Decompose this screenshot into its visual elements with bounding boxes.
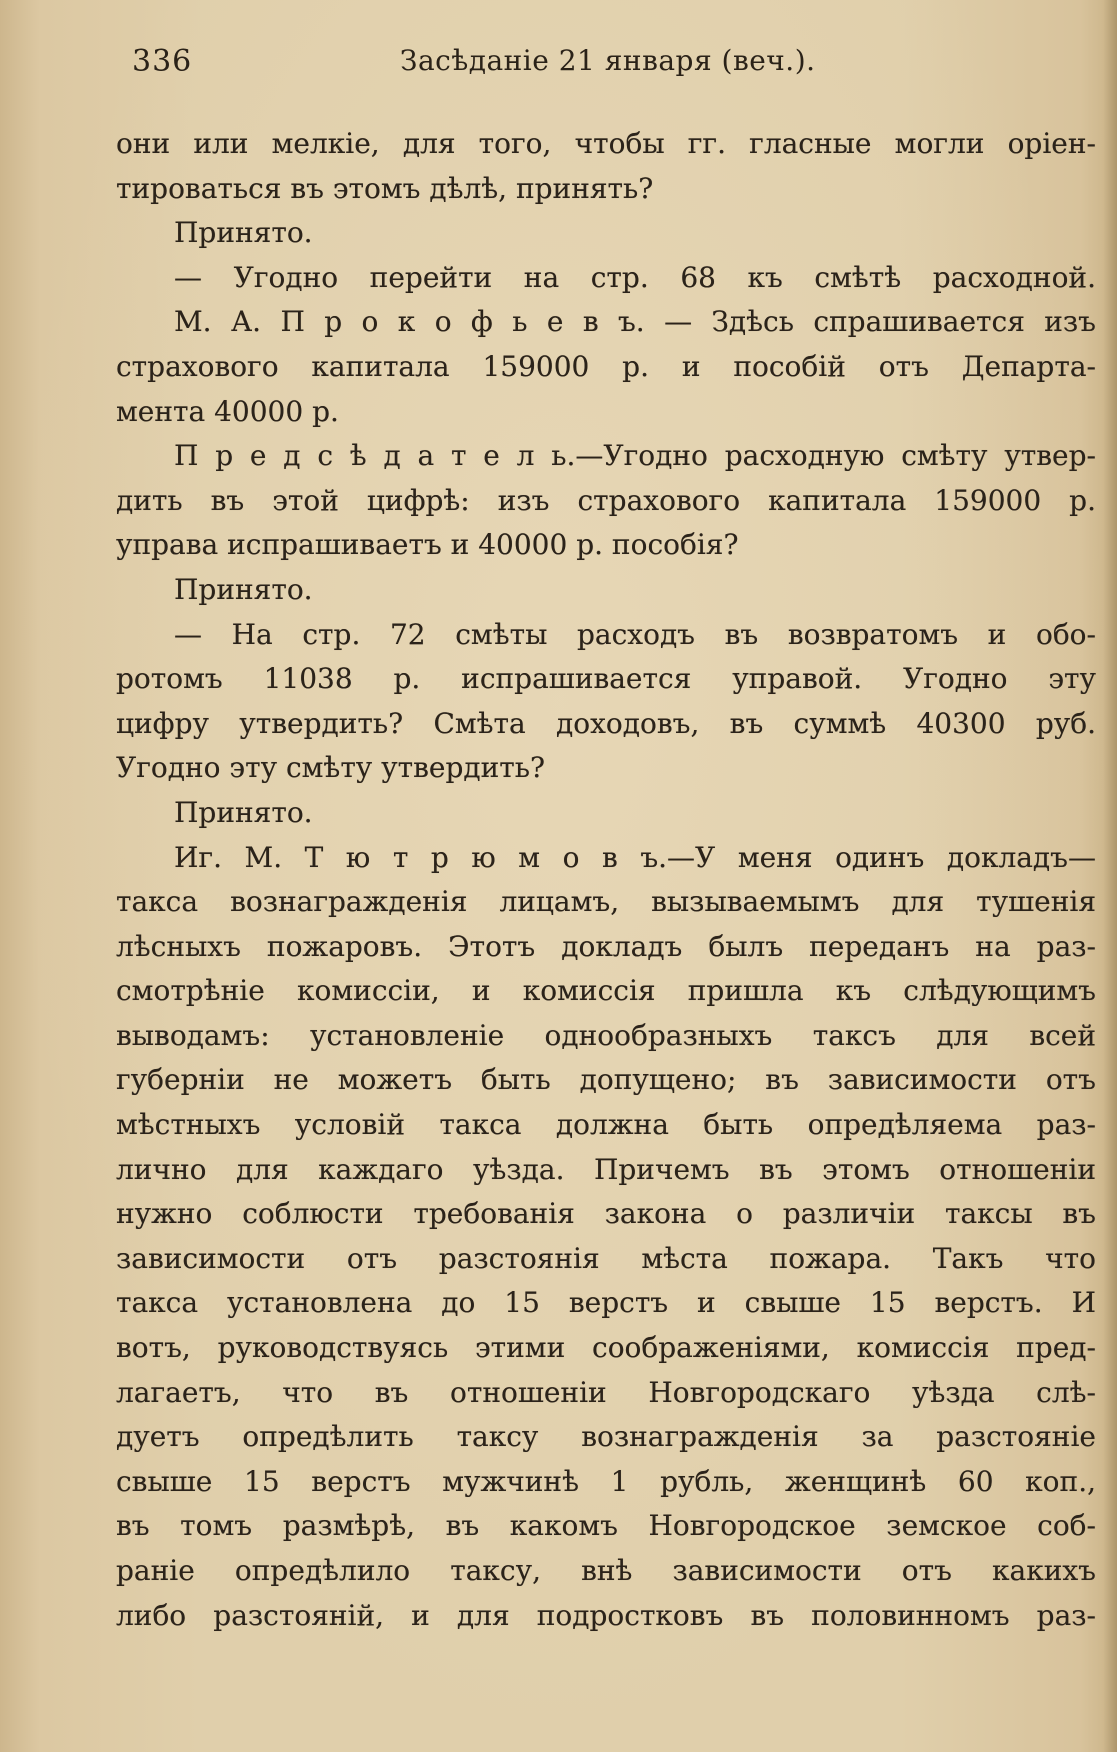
text-line: губерніи не можетъ быть допущено; въ зависимости отъ (116, 1063, 1096, 1097)
text-line: тироваться въ этомъ дѣлѣ, принять? (116, 171, 654, 205)
text-line: страхового капитала 159000 р. и пособій отъ Департа- (116, 349, 1096, 383)
text-line: дить въ этой цифрѣ: изъ страхового капитала 159000 р. (116, 483, 1096, 517)
page-number: 336 (132, 44, 193, 79)
text-line: Иг. М. Т ю т р ю м о в ъ.—У меня одинъ докладъ— (174, 840, 1096, 874)
text-line: раніе опредѣлило таксу, внѣ зависимости отъ какихъ (116, 1554, 1096, 1587)
text-line: управа испрашиваетъ и 40000 р. пособія? (116, 528, 739, 562)
text-line: дуетъ опредѣлить таксу вознагражденія за разстояніе (116, 1420, 1096, 1454)
text-line: П р е д с ѣ д а т е л ь.—Угодно расходную смѣту утвер- (174, 439, 1096, 473)
body-text (116, 122, 1096, 1638)
text-line: они или мелкіе, для того, чтобы гг. гласные могли оріен- (116, 127, 1096, 160)
page-edge-shadow (1103, 0, 1117, 1752)
text-line: такса вознагражденія лицамъ, вызываемымъ для тушенія (116, 885, 1096, 919)
text-line: зависимости отъ разстоянія мѣста пожара. Такъ что (116, 1241, 1096, 1275)
text-line: вотъ, руководствуясь этими соображеніями, комиссія пред- (116, 1331, 1096, 1365)
text-line: мѣстныхъ условій такса должна быть опредѣляема раз- (116, 1108, 1096, 1142)
text-line: свыше 15 верстъ мужчинѣ 1 рубль, женщинѣ 60 коп., (116, 1464, 1096, 1498)
text-line: либо разстояній, и для подростковъ въ половинномъ раз- (116, 1598, 1096, 1632)
text-line: М. А. П р о к о ф ь е в ъ. — Здѣсь спрашивается изъ (174, 305, 1096, 339)
text-line: нужно соблюсти требованія закона о различіи таксы въ (116, 1197, 1096, 1231)
text-line: лѣсныхъ пожаровъ. Этотъ докладъ былъ переданъ на раз- (116, 929, 1096, 963)
text-line: — На стр. 72 смѣты расходъ въ возвратомъ и обо- (174, 617, 1096, 651)
text-line: смотрѣніе комиссіи, и комиссія пришла къ слѣдующимъ (116, 974, 1096, 1008)
text-line: мента 40000 р. (116, 394, 339, 428)
text-line: лагаетъ, что въ отношеніи Новгородскаго уѣзда слѣ- (116, 1375, 1096, 1409)
text-line: Принято. (174, 795, 313, 829)
text-line: лично для каждаго уѣзда. Причемъ въ этомъ отношеніи (116, 1152, 1096, 1186)
text-line: выводамъ: установленіе однообразныхъ таксъ для всей (116, 1018, 1096, 1052)
running-title: Засѣданіе 21 января (веч.). (400, 44, 816, 77)
text-line: ротомъ 11038 р. испрашивается управой. Угодно эту (116, 662, 1096, 696)
text-line: Угодно эту смѣту утвердить? (116, 751, 546, 785)
text-line: Принято. (174, 216, 313, 250)
text-line: Принято. (174, 572, 313, 606)
text-line: — Угодно перейти на стр. 68 къ смѣтѣ расходной. (174, 260, 1096, 294)
text-line: цифру утвердить? Смѣта доходовъ, въ суммѣ 40300 руб. (116, 706, 1096, 740)
text-line: такса установлена до 15 верстъ и свыше 15 верстъ. И (116, 1286, 1096, 1320)
text-line: въ томъ размѣрѣ, въ какомъ Новгородское земское соб- (116, 1509, 1096, 1543)
page-header (0, 44, 1117, 100)
